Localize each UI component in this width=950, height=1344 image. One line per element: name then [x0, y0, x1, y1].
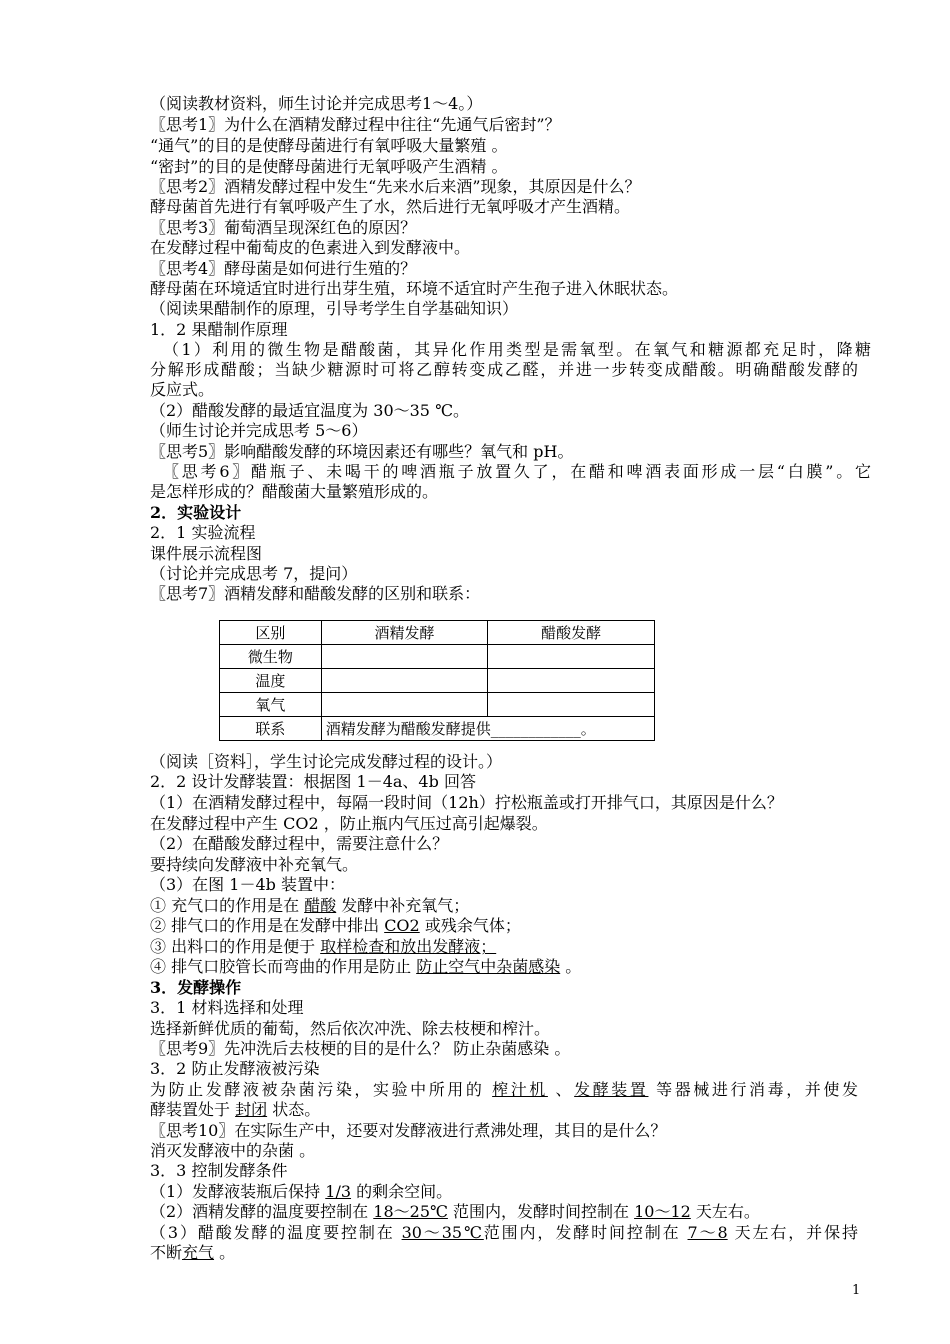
design-reading-note: （阅读［资料］，学生讨论完成发酵过程的设计。） [150, 752, 503, 771]
section-3-heading: 3．发酵操作 [150, 978, 242, 997]
question-4: 〖思考4〗酵母菌是如何进行生殖的？ [150, 259, 417, 278]
section-2-2-heading: 2．2 设计发酵装置：根据图 1－4a、4b 回答 [150, 772, 476, 791]
device-question-2: （2）在醋酸发酵过程中，需要注意什么？ [150, 834, 449, 853]
table-header: 区别 [220, 621, 322, 645]
section-2-heading: 2．实验设计 [150, 503, 242, 522]
answer-1a: “通气”的目的是使酵母菌进行有氧呼吸大量繁殖 。 [150, 136, 508, 155]
answer-10: 消灭发酵液中的杂菌 。 [150, 1141, 316, 1160]
device-item-3: ③ 出料口的作用是便于 取样检查和放出发酵液； [150, 937, 497, 956]
question-6b: 是怎样形成的？醋酸菌大量繁殖形成的。 [150, 482, 439, 501]
table-cell [488, 693, 655, 717]
link-cell [321, 717, 654, 741]
row-label: 微生物 [220, 645, 322, 669]
condition-3b: 不断充气 。 [150, 1243, 236, 1262]
section-3-1-heading: 3．1 材料选择和处理 [150, 998, 304, 1017]
table-row [220, 645, 655, 669]
answer-2: 酵母菌首先进行有氧呼吸产生了水，然后进行无氧呼吸才产生酒精。 [150, 197, 631, 216]
table-header: 酒精发酵 [321, 621, 488, 645]
link-text: 酒精发酵为醋酸发酵提供 [325, 720, 491, 738]
table-cell [488, 645, 655, 669]
vinegar-principle-2: （2）醋酸发酵的最适宜温度为 30～35 ℃。 [150, 401, 469, 420]
section-3-3-heading: 3．3 控制发酵条件 [150, 1161, 288, 1180]
vinegar-reading-note: （阅读果醋制作的原理，引导考学生自学基础知识） [150, 299, 519, 318]
discussion-note: （师生讨论并完成思考 5～6） [150, 421, 368, 440]
question-5: 〖思考5〗影响醋酸发酵的环境因素还有哪些？氧气和 pH。 [150, 442, 574, 461]
section-2-1-heading: 2．1 实验流程 [150, 523, 256, 542]
answer-3: 在发酵过程中葡萄皮的色素进入到发酵液中。 [150, 238, 471, 257]
condition-2: （2）酒精发酵的温度要控制在 18～25℃ 范围内，发酵时间控制在 10～12 天左右。 [150, 1202, 760, 1221]
question-3: 〖思考3〗葡萄酒呈现深红色的原因？ [150, 218, 417, 237]
table-row [220, 669, 655, 693]
table-header-row [220, 621, 655, 645]
question-6a: 〖思考6〗醋瓶子、未喝干的啤酒瓶子放置久了，在醋和啤酒表面形成一层“白膜”。它 [163, 462, 871, 481]
table-cell [321, 669, 488, 693]
question-9: 〖思考9〗先冲洗后去枝梗的目的是什么？ 防止杂菌感染 。 [150, 1039, 571, 1058]
device-answer-2: 要持续向发酵液中补充氧气。 [150, 855, 359, 874]
device-answer-1: 在发酵过程中产生 CO2 ，防止瓶内气压过高引起爆裂。 [150, 814, 548, 833]
question-2: 〖思考2〗酒精发酵过程中发生“先来水后来酒”现象，其原因是什么？ [150, 177, 641, 196]
page-number: 1 [852, 1283, 861, 1298]
question-10: 〖思考10〗在实际生产中，还要对发酵液进行煮沸处理，其目的是什么？ [150, 1121, 667, 1140]
flowchart-note: 课件展示流程图 [150, 544, 263, 563]
device-question-1: （1）在酒精发酵过程中，每隔一段时间（12h）拧松瓶盖或打开排气口，其原因是什么？ [150, 793, 783, 812]
vinegar-principle-1c: 反应式。 [150, 380, 215, 399]
pollution-text-a: 为防止发酵液被杂菌污染，实验中所用的 榨汁机 、发酵装置 等器械进行消毒，并使发 [150, 1080, 858, 1099]
table-header: 醋酸发酵 [488, 621, 655, 645]
device-item-1: ① 充气口的作用是在 醋酸 发酵中补充氧气； [150, 896, 470, 915]
material-text: 选择新鲜优质的葡萄，然后依次冲洗、除去枝梗和榨汁。 [150, 1019, 551, 1038]
pollution-text-b: 酵装置处于 封闭 状态。 [150, 1100, 321, 1119]
section-3-2-heading: 3．2 防止发酵液被污染 [150, 1059, 320, 1078]
row-label: 联系 [220, 717, 322, 741]
discussion-note-7: （讨论并完成思考 7，提问） [150, 564, 358, 583]
answer-4: 酵母菌在环境适宜时进行出芽生殖，环境不适宜时产生孢子进入休眠状态。 [150, 279, 679, 298]
row-label: 温度 [220, 669, 322, 693]
comparison-table [219, 620, 655, 741]
condition-3a: （3）醋酸发酵的温度要控制在 30～35℃范围内，发酵时间控制在 7～8 天左右，并保持 [150, 1223, 858, 1242]
table-row [220, 717, 655, 741]
link-end: 。 [580, 720, 596, 738]
device-question-3: （3）在图 1－4b 装置中： [150, 875, 345, 894]
table-cell [488, 669, 655, 693]
question-1: 〖思考1〗为什么在酒精发酵过程中往往“先通气后密封”？ [150, 115, 561, 134]
vinegar-principle-1a: （1）利用的微生物是醋酸菌，其异化作用类型是需氧型。在氧气和糖源都充足时，降糖 [163, 340, 871, 359]
question-7: 〖思考7〗酒精发酵和醋酸发酵的区别和联系： [150, 584, 481, 603]
link-blank: ____________ [490, 720, 581, 738]
section-1-2-heading: 1．2 果醋制作原理 [150, 320, 288, 339]
device-item-2: ② 排气口的作用是在发酵中排出 CO2 或残余气体； [150, 916, 521, 935]
table-cell [321, 693, 488, 717]
answer-1b: “密封”的目的是使酵母菌进行无氧呼吸产生酒精 。 [150, 157, 508, 176]
condition-1: （1）发酵液装瓶后保持 1/3 的剩余空间。 [150, 1182, 453, 1201]
table-row [220, 693, 655, 717]
intro-reading-note: （阅读教材资料，师生讨论并完成思考1～4。） [150, 94, 483, 113]
table-cell [321, 645, 488, 669]
row-label: 氧气 [220, 693, 322, 717]
device-item-4: ④ 排气口胶管长而弯曲的作用是防止 防止空气中杂菌感染 。 [150, 957, 582, 976]
vinegar-principle-1b: 分解形成醋酸；当缺少糖源时可将乙醇转变成乙醛，并进一步转变成醋酸。明确醋酸发酵的 [150, 360, 858, 379]
